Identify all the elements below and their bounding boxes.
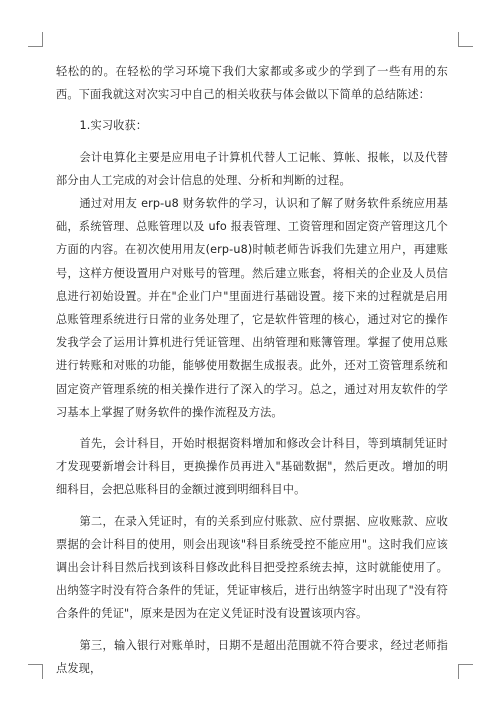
paragraph-definition: 会计电算化主要是应用电子计算机代替人工记帐、算帐、报帐，以及代替部分由人工完成的对会计信息的处理、分析和判断的过程。	[56, 150, 448, 187]
paragraph-software-study: 通过对用友 erp-u8 财务软件的学习，认识和了解了财务软件系统应用基础，系统管理、总账管理以及 ufo 报表管理、工资管理和固定资产管理这几个方面的内容。在初次使用用友(erp-u8)时帧老师告诉我们先建立用户，再建账号，这样方便设置用户对账号的管理。然后建立账套，将相关的企业及人员信息进行初始设置。并在"企业门户"里面进行基础设置。接下来的过程就是启用总账管理系统进行日常的业务处理了，它是软件管理的核心，通过对它的操作发我学会了运用计算机进行凭证管理、出纳管理和账簿管理。掌握了使用总账进行转账和对账的功能，能够使用数据生成报表。此外，还对工资管理系统和固定资产管理系统的相关操作进行了深入的学习。总之，通过对用友软件的学习基本上掌握了财务软件的操作流程及方法。	[56, 197, 448, 419]
paragraph-intro: 轻松的的。在轻松的学习环境下我们大家都或多或少的学到了一些有用的东西。下面我就这对次实习中自己的相关收获与体会做以下简单的总结陈述：	[56, 65, 448, 102]
paragraph-third: 第三，输入银行对账单时，日期不是超出范围就不符合要求，经过老师指点发现，	[56, 638, 448, 675]
paragraph-first: 首先，会计科目，开始时根据资料增加和修改会计科目，等到填制凭证时才发现要新增会计科目，更换操作员再进入"基础数据"，然后更改。增加的明细科目，会把总账科目的金额过渡到明细科目中。	[56, 437, 448, 497]
paragraph-second: 第二，在录入凭证时，有的关系到应付账款、应付票据、应收账款、应收票据的会计科目的使用，则会出现该"科目系统受控不能应用"。这时我们应该调出会计科目然后找到该科目修改此科目把受控系统去掉，这时就能使用了。出纳签字时没有符合条件的凭证，凭证审核后，进行出纳签字时出现了"没有符合条件的凭证"，原来是因为在定义凭证时没有设置该项内容。	[56, 514, 448, 621]
section-heading: 1.实习收获：	[79, 119, 148, 133]
crop-mark-top-left	[28, 32, 43, 47]
crop-mark-bottom-right	[458, 664, 473, 679]
crop-mark-top-right	[458, 32, 473, 47]
document-body	[56, 60, 448, 680]
crop-mark-bottom-left	[28, 664, 43, 679]
